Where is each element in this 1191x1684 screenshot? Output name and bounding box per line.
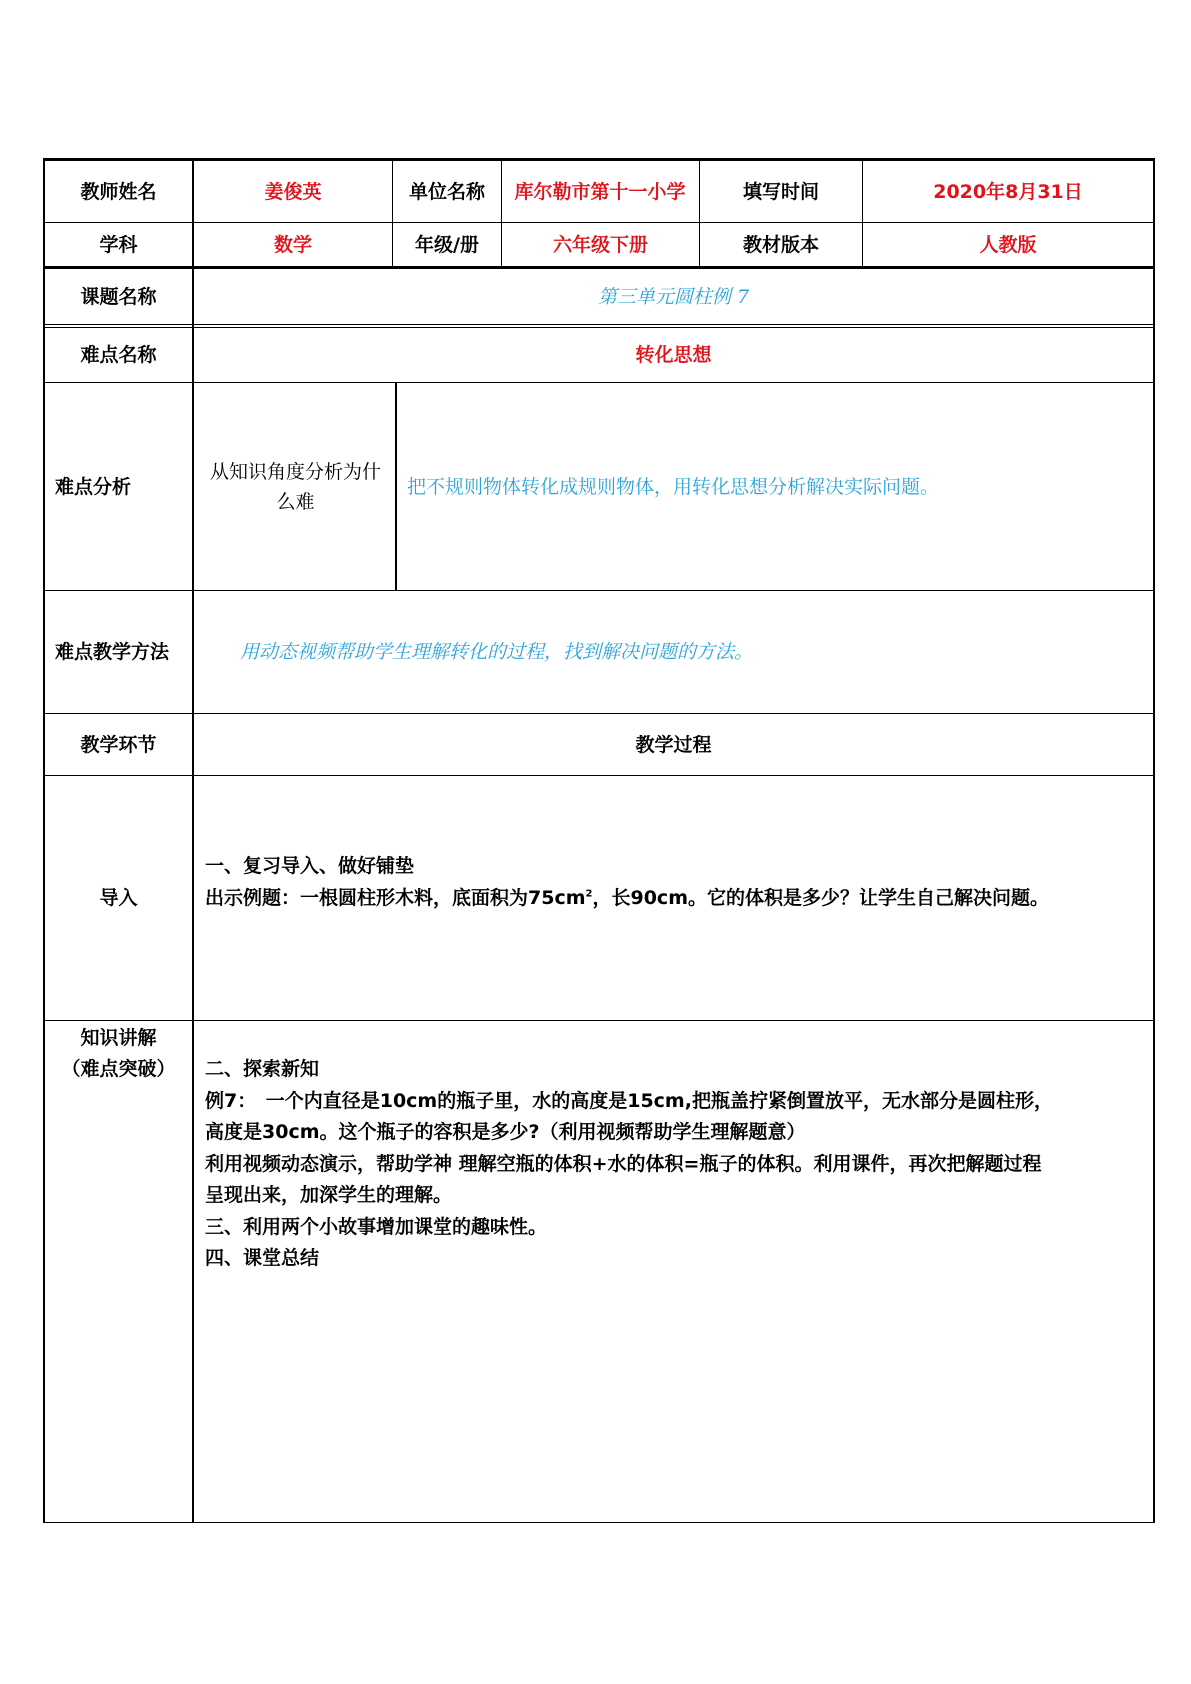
table-border-bottom bbox=[43, 1522, 1155, 1523]
lesson-plan-table bbox=[43, 158, 1155, 1523]
row-divider bbox=[43, 324, 1155, 325]
row-divider bbox=[43, 1020, 1155, 1021]
analysis-value: 把不规则物体转化成规则物体，用转化思想分析解决实际问题。 bbox=[407, 475, 940, 498]
teacher-name-value: 姜俊英 bbox=[264, 180, 322, 203]
grade-label: 年级/册 bbox=[415, 233, 479, 256]
knowledge-content bbox=[205, 1054, 1153, 1275]
difficulty-label: 难点名称 bbox=[80, 344, 157, 366]
grade-value: 六年级下册 bbox=[552, 233, 648, 256]
difficulty-value: 转化思想 bbox=[635, 344, 712, 366]
knowledge-label: 知识讲解 （难点突破） bbox=[61, 1027, 176, 1080]
analysis-divider bbox=[395, 383, 397, 590]
table-border-right bbox=[1153, 158, 1155, 1523]
method-value: 用动态视频帮助学生理解转化的过程，找到解决问题的方法。 bbox=[240, 641, 754, 663]
list-item: 利用视频动态演示，帮助学神 理解空瓶的体积+水的体积=瓶子的体积。利用课件，再次把解题过程 bbox=[205, 1152, 1042, 1175]
process-header-value: 教学过程 bbox=[635, 733, 712, 756]
unit-name-value: 库尔勒市第十一小学 bbox=[514, 180, 686, 203]
analysis-label: 难点分析 bbox=[55, 475, 132, 498]
method-label: 难点教学方法 bbox=[55, 641, 170, 663]
subject-label: 学科 bbox=[99, 233, 138, 256]
list-item: 二、探索新知 bbox=[205, 1058, 320, 1080]
list-item: 呈现出来，加深学生的理解。 bbox=[205, 1184, 453, 1206]
edition-value: 人教版 bbox=[979, 233, 1037, 256]
row-divider bbox=[43, 775, 1155, 776]
fill-date-label: 填写时间 bbox=[742, 180, 819, 203]
topic-value: 第三单元圆柱例 7 bbox=[597, 285, 750, 308]
list-item: 高度是30cm。这个瓶子的容积是多少?（利用视频帮助学生理解题意） bbox=[205, 1121, 806, 1143]
intro-example: 出示例题：一根圆柱形木料，底面积为$75cm^2$，长90cm。它的体积是多少？让学生自己解决问题。 bbox=[205, 886, 1049, 909]
teacher-name-label: 教师姓名 bbox=[80, 180, 157, 203]
topic-label: 课题名称 bbox=[80, 285, 157, 308]
intro-content bbox=[205, 851, 1150, 914]
superscript: 2 bbox=[585, 888, 593, 900]
intro-label: 导入 bbox=[99, 887, 138, 909]
list-item: 例7： 一个内直径是10cm的瓶子里，水的高度是15cm,把瓶盖拧紧倒置放平，无水部分是圆柱形， bbox=[205, 1089, 1053, 1112]
fill-date-value: 2020年8月31日 bbox=[933, 180, 1083, 203]
subject-value: 数学 bbox=[273, 233, 312, 256]
intro-heading: 一、复习导入、做好铺垫 bbox=[205, 855, 415, 877]
list-item: 三、利用两个小故事增加课堂的趣味性。 bbox=[205, 1215, 548, 1238]
analysis-sub-label: 从知识角度分析为什么难 bbox=[209, 460, 381, 513]
process-stage-label: 教学环节 bbox=[80, 733, 157, 756]
unit-name-label: 单位名称 bbox=[408, 180, 485, 203]
list-item: 四、课堂总结 bbox=[205, 1247, 320, 1269]
edition-label: 教材版本 bbox=[742, 233, 819, 256]
